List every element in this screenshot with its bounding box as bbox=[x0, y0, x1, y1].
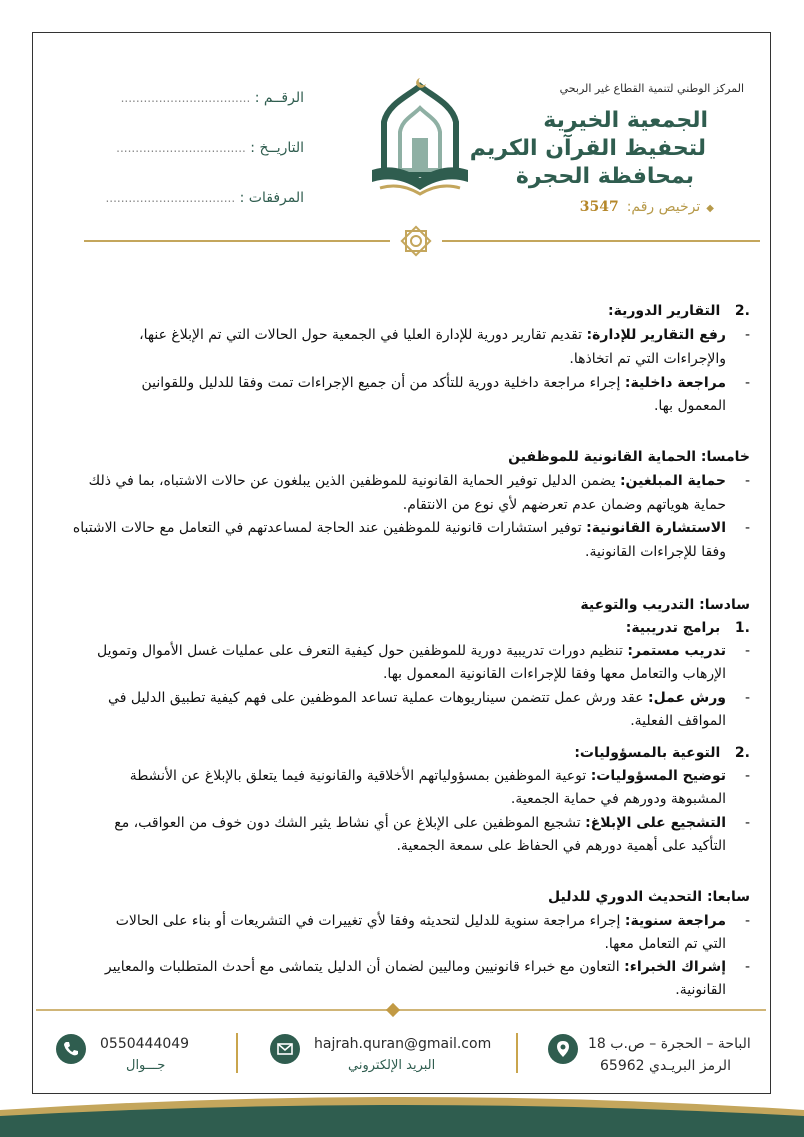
diamond-icon: ◆ bbox=[706, 203, 714, 214]
address: الباحة – الحجرة – ص.ب 18 bbox=[588, 1036, 751, 1052]
list-item-cont: المواقف الفعلية. bbox=[630, 713, 726, 729]
phone-icon bbox=[56, 1034, 86, 1064]
footer-divider bbox=[36, 1009, 766, 1011]
list-item-cont: والإجراءات التي تم اتخاذها. bbox=[569, 351, 726, 367]
ornament-icon bbox=[398, 223, 434, 259]
org-name-line3: بمحافظة الحجرة bbox=[515, 164, 694, 189]
s6-2-heading: .2 التوعية بالمسؤوليات: bbox=[574, 745, 750, 761]
field-date-label: التاريــخ : bbox=[250, 140, 304, 156]
phone-number: 0550444049 bbox=[100, 1036, 190, 1052]
email-label: البريد الإلكتروني bbox=[348, 1058, 436, 1073]
org-name-line1: الجمعية الخيرية bbox=[543, 108, 708, 133]
list-item-cont: التأكيد على أهمية دورهم في الحفاظ على سمعة الجمعية. bbox=[396, 838, 726, 854]
field-attachments: المرفقات : .................................. bbox=[105, 190, 304, 206]
list-item-cont: حماية هوياتهم وضمان عدم تعرضهم لأي نوع من الانتقام. bbox=[402, 497, 726, 513]
list-item-cont: وفقا للإجراءات القانونية. bbox=[585, 544, 726, 560]
mail-icon bbox=[270, 1034, 300, 1064]
list-item-cont: التي تم التعامل معها. bbox=[604, 936, 726, 952]
s6-1-heading: .1 برامج تدريبية: bbox=[625, 620, 750, 636]
org-name-line2: لتحفيظ القرآن الكريم bbox=[469, 136, 706, 161]
logo-icon bbox=[362, 78, 478, 208]
list-item-cont: الإرهاب والتعامل معها وفقا للإجراءات القانونية المعمول بها. bbox=[382, 666, 726, 682]
license-label: ترخيص رقم: bbox=[626, 199, 701, 215]
footer-separator bbox=[516, 1033, 518, 1073]
license bbox=[580, 199, 714, 215]
license-number: 3547 bbox=[579, 199, 619, 215]
org-subtitle: المركز الوطني لتنمية القطاع غير الربحي bbox=[559, 82, 744, 95]
list-item-cont: المشبوهة ودورهم في حماية الجمعية. bbox=[510, 791, 726, 807]
s7-heading: سابعا: التحديث الدوري للدليل bbox=[548, 889, 750, 905]
location-icon bbox=[548, 1034, 578, 1064]
list-item-cont: القانونية. bbox=[675, 982, 726, 998]
list-item-cont: المعمول بها. bbox=[653, 398, 726, 414]
field-number: الرقــم : .................................. bbox=[120, 90, 304, 106]
s6-heading: سادسا: التدريب والتوعية bbox=[580, 597, 750, 613]
field-attachments-label: المرفقات : bbox=[239, 190, 304, 206]
phone-label: جـــوال bbox=[126, 1058, 166, 1073]
header-divider-left bbox=[84, 240, 390, 242]
header-divider-right bbox=[442, 240, 760, 242]
footer-wave bbox=[0, 1090, 804, 1137]
s2-heading: .2 التقارير الدورية: bbox=[608, 303, 750, 319]
field-number-label: الرقــم : bbox=[254, 90, 304, 106]
footer-separator bbox=[236, 1033, 238, 1073]
s5-heading: خامسا: الحماية القانونية للموظفين bbox=[508, 449, 750, 465]
field-date: التاريــخ : .................................. bbox=[116, 140, 304, 156]
postal-code: الرمز البريـدي 65962 bbox=[600, 1058, 731, 1074]
email-address: hajrah.quran@gmail.com bbox=[314, 1036, 492, 1052]
